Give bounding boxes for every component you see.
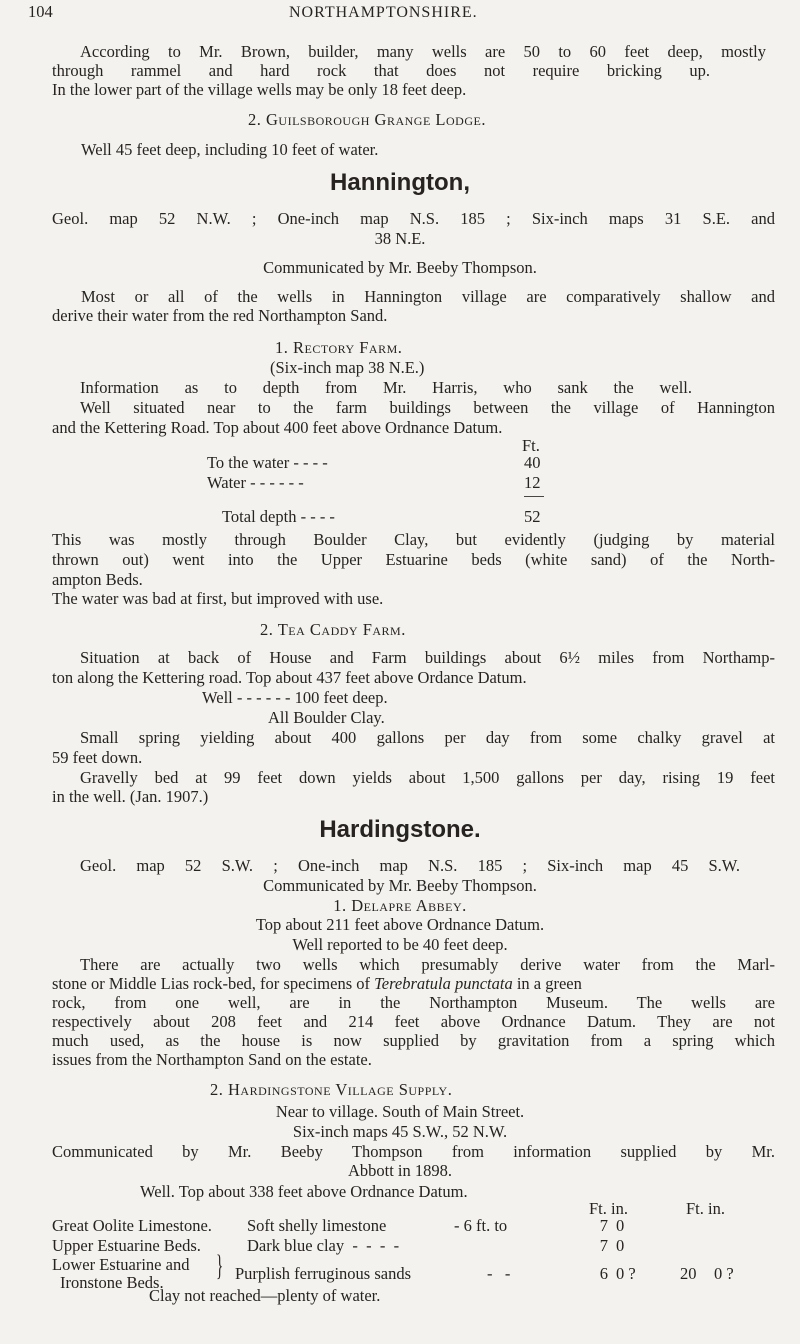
range-note: - - bbox=[487, 1264, 511, 1283]
body-line: stone or Middle Lias rock-bed, for specimens of Terebratula punctata in a green bbox=[52, 974, 582, 993]
body-line: Well situated near to the farm buildings between the village of Hannington bbox=[80, 398, 775, 417]
table-label: Total depth - - - - bbox=[222, 507, 335, 526]
column-header: Ft. in. bbox=[589, 1199, 628, 1218]
body-line: Situation at back of House and Farm buildings about 6½ miles from Northamp- bbox=[80, 648, 775, 667]
body-line: Information as to depth from Mr. Harris, who sank the well. bbox=[80, 378, 692, 397]
body-line: Well - - - - - - 100 feet deep. bbox=[202, 688, 388, 707]
body-line: In the lower part of the village wells may be only 18 feet deep. bbox=[52, 80, 467, 99]
body-line: and the Kettering Road. Top about 400 feet above Ordnance Datum. bbox=[52, 418, 503, 437]
column-unit: Ft. bbox=[522, 436, 540, 455]
thickness-ft: 7 bbox=[599, 1216, 608, 1235]
stratum-description: Dark blue clay - - - - bbox=[247, 1236, 400, 1255]
body-line: Near to village. South of Main Street. bbox=[275, 1102, 525, 1121]
map-reference: Geol. map 52 N.W. ; One-inch map N.S. 185 ; Six-inch maps 31 S.E. and bbox=[52, 209, 775, 228]
communicated-by: Communicated by Mr. Beeby Thompson. bbox=[263, 258, 537, 277]
depth-in: 0 ? bbox=[714, 1264, 734, 1283]
body-line: 59 feet down. bbox=[52, 748, 143, 767]
page-number: 104 bbox=[28, 2, 53, 21]
body-line: There are actually two wells which presumably derive water from the Marl- bbox=[80, 955, 775, 974]
section-heading: 2. Guilsborough Grange Lodge. bbox=[248, 110, 486, 129]
body-line: All Boulder Clay. bbox=[268, 708, 385, 727]
body-line: Gravelly bed at 99 feet down yields about 1,500 gallons per day, rising 19 feet bbox=[80, 768, 775, 787]
body-line: ton along the Kettering road. Top about 437 feet above Ordance Datum. bbox=[52, 668, 527, 687]
depth-ft: 20 bbox=[680, 1264, 697, 1283]
table-label: Water - - - - - - bbox=[207, 473, 304, 492]
body-line: issues from the Northampton Sand on the estate. bbox=[52, 1050, 372, 1069]
body-line: Top about 211 feet above Ordnance Datum. bbox=[255, 915, 545, 934]
sum-rule bbox=[524, 496, 544, 497]
stratum-description: Purplish ferruginous sands bbox=[235, 1264, 411, 1283]
thickness-in: 0 ? bbox=[616, 1264, 636, 1283]
thickness-in: 0 bbox=[616, 1216, 625, 1235]
body-line: Well. Top about 338 feet above Ordnance Datum. bbox=[140, 1182, 468, 1201]
body-line: Clay not reached—plenty of water. bbox=[149, 1286, 381, 1305]
stratum-description: Soft shelly limestone bbox=[247, 1216, 387, 1235]
map-reference: Six-inch maps 45 S.W., 52 N.W. bbox=[292, 1122, 508, 1141]
place-heading: Hardingstone. bbox=[319, 816, 481, 843]
section-heading: 1. Delapre Abbey. bbox=[333, 896, 467, 915]
body-line: derive their water from the red Northampton Sand. bbox=[52, 306, 388, 325]
column-header: Ft. in. bbox=[686, 1199, 725, 1218]
communicated-by: Communicated by Mr. Beeby Thompson from information supplied by Mr. bbox=[52, 1142, 775, 1161]
stratum-name: Ironstone Beds. bbox=[60, 1273, 164, 1292]
section-heading: 1. Rectory Farm. bbox=[275, 338, 403, 357]
table-value: 12 bbox=[524, 473, 541, 492]
section-heading: 2. Tea Caddy Farm. bbox=[260, 620, 406, 639]
body-line: The water was bad at first, but improved with use. bbox=[52, 589, 384, 608]
table-label: To the water - - - - bbox=[207, 453, 328, 472]
brace-icon: } bbox=[216, 1249, 224, 1282]
map-reference: Geol. map 52 S.W. ; One-inch map N.S. 185 ; Six-inch map 45 S.W. bbox=[80, 856, 740, 875]
stratum-name: Upper Estuarine Beds. bbox=[52, 1236, 201, 1255]
body-line: According to Mr. Brown, builder, many wells are 50 to 60 feet deep, mostly bbox=[80, 42, 766, 61]
place-heading: Hannington, bbox=[330, 169, 470, 196]
body-line: rock, from one well, are in the Northampton Museum. The wells are bbox=[52, 993, 775, 1012]
thickness-ft: 6 bbox=[599, 1264, 608, 1283]
communicated-by: Communicated by Mr. Beeby Thompson. bbox=[263, 876, 537, 895]
body-line: Most or all of the wells in Hannington village are comparatively shallow and bbox=[81, 287, 775, 306]
table-value: 40 bbox=[524, 453, 541, 472]
thickness-in: 0 bbox=[616, 1236, 625, 1255]
body-line: Small spring yielding about 400 gallons per day from some chalky gravel at bbox=[80, 728, 775, 747]
map-reference: (Six-inch map 38 N.E.) bbox=[270, 358, 425, 377]
body-line: respectively about 208 feet and 214 feet above Ordnance Datum. They are not bbox=[52, 1012, 775, 1031]
stratum-name: Lower Estuarine and bbox=[52, 1255, 190, 1274]
stratum-name: Great Oolite Limestone. bbox=[52, 1216, 212, 1235]
body-line: Well 45 feet deep, including 10 feet of water. bbox=[81, 140, 379, 159]
section-heading: 2. Hardingstone Village Supply. bbox=[210, 1080, 453, 1099]
body-line: much used, as the house is now supplied by gravitation from a spring which bbox=[52, 1031, 775, 1050]
map-reference: 38 N.E. bbox=[374, 229, 426, 248]
range-note: - 6 ft. to bbox=[454, 1216, 508, 1235]
running-head: NORTHAMPTONSHIRE. bbox=[289, 4, 478, 21]
body-line: This was mostly through Boulder Clay, but evidently (judging by material bbox=[52, 530, 775, 549]
thickness-ft: 7 bbox=[599, 1236, 608, 1255]
communicated-by: Abbott in 1898. bbox=[347, 1161, 453, 1180]
body-line: Well reported to be 40 feet deep. bbox=[292, 935, 508, 954]
body-line: ampton Beds. bbox=[52, 570, 143, 589]
body-line: through rammel and hard rock that does not require bricking up. bbox=[52, 61, 710, 80]
table-value: 52 bbox=[524, 507, 541, 526]
body-line: in the well. (Jan. 1907.) bbox=[52, 787, 209, 806]
body-line: thrown out) went into the Upper Estuarine beds (white sand) of the North- bbox=[52, 550, 775, 569]
